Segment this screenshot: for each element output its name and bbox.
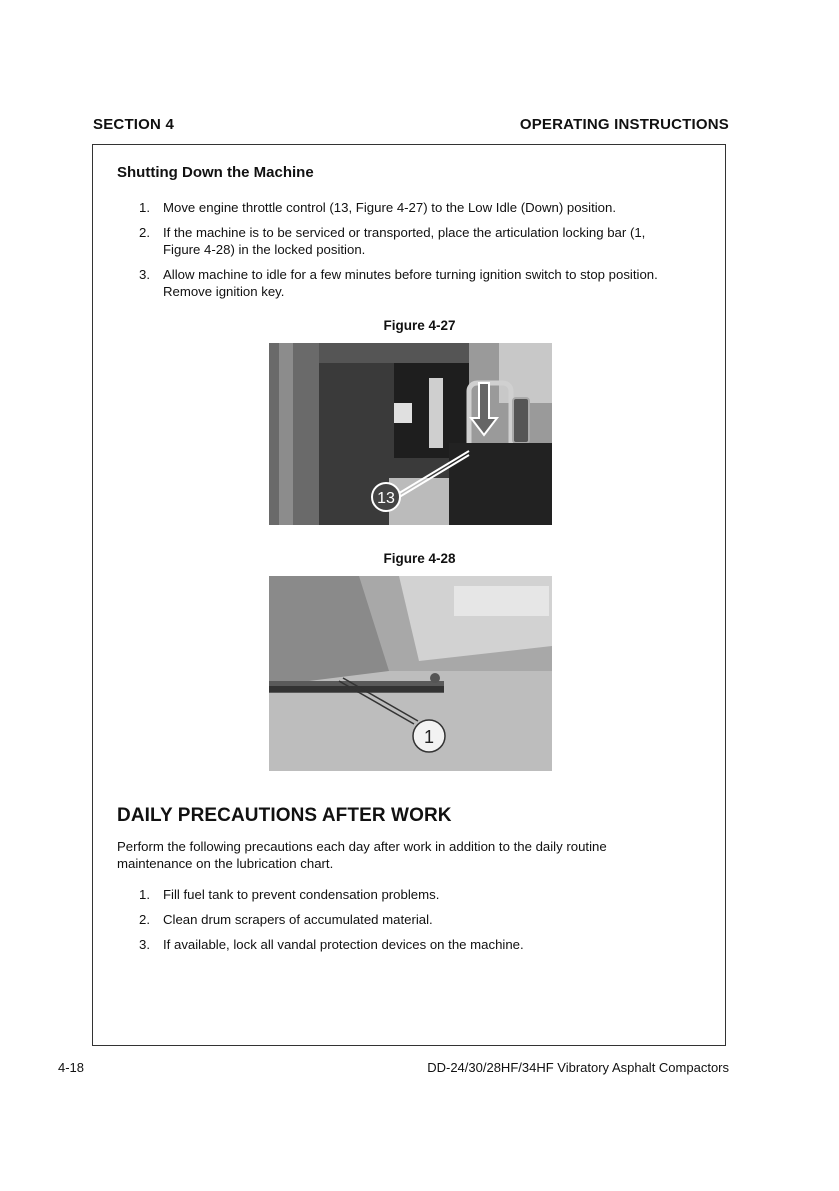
callout-13: 13 <box>377 490 395 507</box>
list-item: 1. Move engine throttle control (13, Figure 4-27) to the Low Idle (Down) position. <box>139 200 617 215</box>
list-item: 2. Clean drum scrapers of accumulated material. <box>139 912 433 927</box>
daily-steps <box>117 886 677 961</box>
daily-precautions-heading: DAILY PRECAUTIONS AFTER WORK <box>117 805 452 826</box>
figure-4-27-photo <box>269 343 552 525</box>
figure-4-27-caption: Figure 4-27 <box>383 318 456 333</box>
chapter-title: OPERATING INSTRUCTIONS <box>519 116 729 133</box>
daily-intro: Perform the following precautions each day after work in addition to the daily routine maintenance on the lubrication chart. <box>117 839 607 871</box>
list-item: 3. If available, lock all vandal protection devices on the machine. <box>139 937 524 952</box>
page-number: 4-18 <box>58 1060 85 1075</box>
list-item: 3. Allow machine to idle for a few minutes before turning ignition switch to stop position. Remove ignition key. <box>139 267 658 299</box>
list-item: 2. If the machine is to be serviced or transported, place the articulation locking bar (1, Figure 4-28) in the locked position. <box>139 225 646 257</box>
shutdown-heading: Shutting Down the Machine <box>117 164 314 181</box>
product-name: DD-24/30/28HF/34HF Vibratory Asphalt Compactors <box>427 1060 729 1075</box>
callout-1: 1 <box>423 727 435 747</box>
figure-4-28-caption: Figure 4-28 <box>383 551 456 566</box>
list-item: 1. Fill fuel tank to prevent condensation problems. <box>139 887 440 902</box>
figure-4-28-photo <box>269 576 552 771</box>
shutdown-steps <box>117 199 677 308</box>
section-label: SECTION 4 <box>93 116 174 133</box>
